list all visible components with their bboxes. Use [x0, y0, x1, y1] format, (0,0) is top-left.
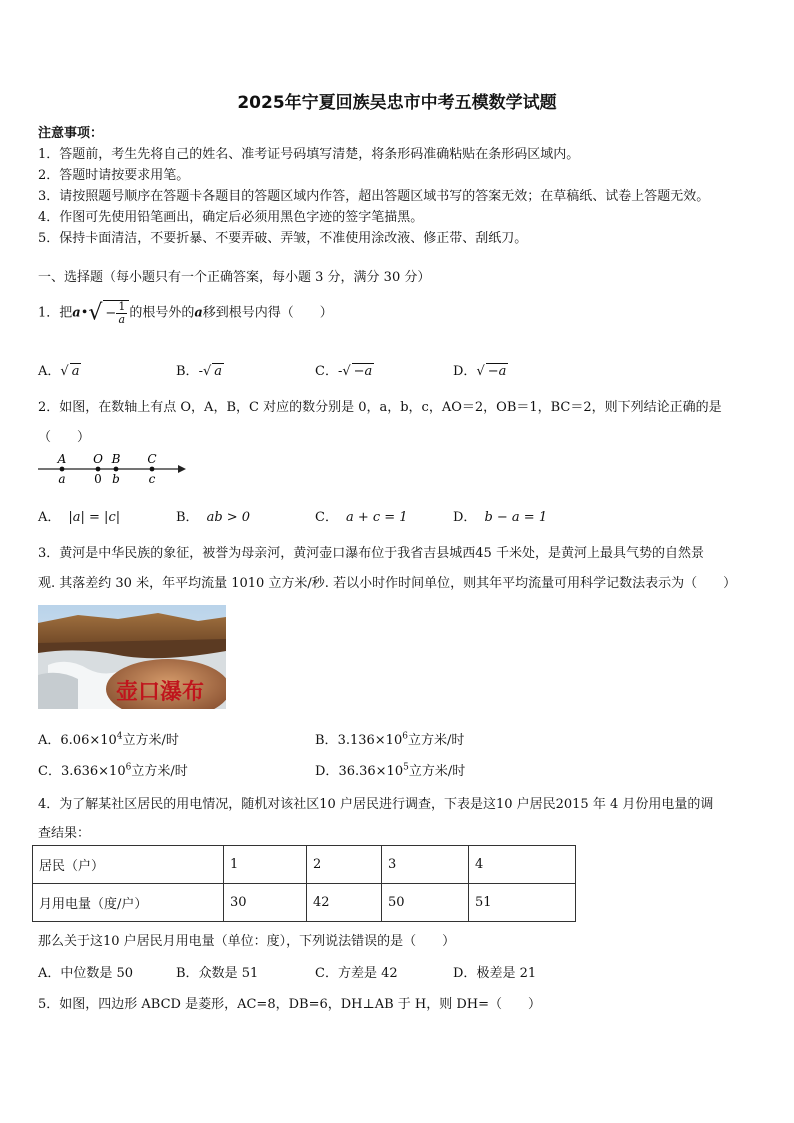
option-unit: 立方米/时 [131, 764, 188, 779]
option-exponent: 4 [116, 731, 123, 742]
table-cell: 51 [469, 884, 576, 922]
option-radicand: a [214, 364, 223, 379]
option-unit: 立方米/时 [122, 733, 179, 748]
table-cell: 月用电量（度/户） [33, 884, 224, 922]
option-label: A． [38, 364, 61, 379]
option-exponent: 6 [125, 762, 132, 773]
option-text: |a| = |c| [68, 510, 121, 525]
axis-point-name: C [147, 452, 157, 466]
table-row [33, 846, 576, 884]
q1-mid: 的根号外的 [129, 305, 195, 321]
question-4-prompt: 那么关于这10 户居民月用电量（单位：度），下列说法错误的是（ ） [38, 934, 456, 949]
question-3-line2: 观. 其落差约 30 米，年平均流量 1010 立方米/秒. 若以小时作时间单位，则其年平均流量可用科学记数法表示为（ ） [38, 576, 737, 591]
question-2-line2: （ ） [38, 430, 91, 445]
arrow-icon [178, 465, 186, 473]
option-mantissa: 36.36×10 [338, 764, 404, 779]
option-exponent: 6 [402, 731, 408, 742]
option-radicand: −a [353, 364, 373, 379]
q3-option-c[interactable] [38, 760, 188, 779]
q2-option-a[interactable] [38, 506, 120, 525]
option-label: C． [315, 966, 338, 981]
notice-item: 2．答题时请按要求用笔。 [38, 168, 190, 183]
axis-point-name: B [111, 452, 121, 466]
question-5: 5．如图，四边形 ABCD 是菱形，AC=8，DB=6，DH⊥AB 于 H，则 DH=（ ） [38, 997, 542, 1012]
option-label: D． [453, 510, 477, 525]
option-prefix: - [198, 364, 203, 379]
q1-option-b[interactable] [176, 360, 224, 379]
radical-sign-icon: √ [88, 300, 103, 326]
notice-item: 5．保持卡面清洁，不要折暴、不要弄破、弄皱，不准使用涂改液、修正带、刮纸刀。 [38, 231, 528, 246]
option-mantissa: 3.136×10 [337, 733, 403, 748]
question-1 [38, 300, 333, 326]
radical-sign-icon: √ [202, 364, 212, 379]
option-text: a + c = 1 [345, 510, 408, 525]
table-cell: 3 [382, 846, 469, 884]
q4-option-c[interactable] [315, 962, 398, 981]
table-cell: 50 [382, 884, 469, 922]
option-exponent: 5 [403, 762, 409, 773]
q1-fraction [116, 301, 127, 326]
axis-point-dot [96, 467, 101, 472]
q1-option-d[interactable] [453, 360, 508, 379]
option-label: C． [315, 364, 338, 379]
option-text: 方差是 42 [337, 966, 398, 981]
q3-option-b[interactable] [315, 729, 464, 748]
option-label: D． [453, 966, 477, 981]
option-label: B． [176, 364, 199, 379]
axis-point-value: 0 [94, 472, 102, 486]
axis-point-dot [60, 467, 65, 472]
option-label: A． [38, 510, 61, 525]
q1-radicand [103, 300, 129, 326]
q4-option-d[interactable] [453, 962, 536, 981]
q2-option-b[interactable] [176, 506, 250, 525]
table-cell: 42 [307, 884, 382, 922]
axis-point-dot [150, 467, 155, 472]
option-text: 极差是 21 [476, 966, 537, 981]
axis-point-value: b [112, 472, 120, 486]
table-cell: 1 [224, 846, 307, 884]
option-label: B． [176, 510, 199, 525]
radical-sign-icon: √ [342, 364, 351, 379]
option-radicand: −a [487, 364, 507, 379]
hukou-waterfall-photo [38, 605, 226, 709]
option-label: C． [38, 764, 61, 779]
notice-item: 4．作图可先使用铅笔画出，确定后必须用黑色字迹的签字笔描黑。 [38, 210, 424, 225]
table-cell: 4 [469, 846, 576, 884]
question-2-line1: 2．如图，在数轴上有点 O，A，B，C 对应的数分别是 0，a，b，c，AO＝2，OB＝1，BC＝2，则下列结论正确的是 [38, 400, 722, 415]
option-label: A． [38, 966, 61, 981]
axis-point-value: a [58, 472, 66, 486]
option-mantissa: 3.636×10 [60, 764, 126, 779]
option-mantissa: 6.06×10 [60, 733, 117, 748]
q4-option-a[interactable] [38, 962, 133, 981]
option-label: C． [315, 510, 338, 525]
option-label: D． [315, 764, 339, 779]
q1-option-a[interactable] [38, 360, 81, 379]
q2-option-c[interactable] [315, 506, 408, 525]
table-row [33, 884, 576, 922]
photo-caption: 壶口瀑布 [115, 679, 205, 705]
question-4-line1: 4．为了解某社区居民的用电情况，随机对该社区10 户居民进行调查，下表是这10 户居民2015 年 4 月份用电量的调 [38, 797, 714, 812]
q3-option-d[interactable] [315, 760, 465, 779]
q1-numerator: 1 [118, 300, 126, 313]
option-text: b − a = 1 [484, 510, 548, 525]
number-line-diagram [36, 452, 188, 486]
q1-minus: − [105, 306, 117, 321]
q3-option-a[interactable] [38, 729, 179, 748]
axis-point-name: O [93, 452, 103, 466]
option-text: 中位数是 50 [60, 966, 134, 981]
notice-item: 3．请按照题号顺序在答题卡各题目的答题区域内作答，超出答题区域书写的答案无效；在草稿纸、试卷上答题无效。 [38, 189, 710, 204]
notice-heading: 注意事项： [38, 126, 104, 141]
q1-dot: • [80, 305, 89, 321]
notice-item: 1．答题前，考生先将自己的姓名、准考证号码填写清楚，将条形码准确粘贴在条形码区域内。 [38, 147, 580, 162]
option-text: ab > 0 [206, 510, 251, 525]
table-cell: 2 [307, 846, 382, 884]
option-label: A． [38, 733, 61, 748]
option-unit: 立方米/时 [408, 764, 466, 779]
q1-option-c[interactable] [315, 360, 374, 379]
table-cell: 居民（户） [33, 846, 224, 884]
q1-prefix: 1．把 [38, 305, 73, 321]
question-3-line1: 3．黄河是中华民族的象征，被誉为母亲河，黄河壶口瀑布位于我省吉县城西45 千米处，是黄河上最具气势的自然景 [38, 546, 704, 561]
option-label: B． [315, 733, 338, 748]
section-heading: 一、选择题（每小题只有一个正确答案，每小题 3 分，满分 30 分） [38, 270, 431, 285]
q1-suffix: 移到根号内得（ ） [202, 305, 333, 321]
option-unit: 立方米/时 [407, 733, 465, 748]
q1-var-a2: a [194, 305, 203, 321]
axis-point-name: A [57, 452, 67, 466]
q4-option-b[interactable] [176, 962, 258, 981]
axis-point-dot [114, 467, 119, 472]
option-prefix: - [337, 364, 343, 379]
radical-sign-icon: √ [60, 364, 69, 379]
question-4-line2: 查结果： [38, 826, 91, 841]
electricity-table [32, 845, 576, 922]
q1-denominator: a [118, 313, 126, 326]
table-cell: 30 [224, 884, 307, 922]
option-radicand: a [71, 364, 80, 379]
axis-point-value: c [148, 472, 156, 486]
q1-var-a: a [72, 305, 81, 321]
page-title: 2025年宁夏回族吴忠市中考五模数学试题 [237, 93, 557, 113]
option-label: B． [176, 966, 199, 981]
option-label: D． [453, 364, 477, 379]
radical-sign-icon: √ [476, 364, 485, 379]
q2-option-d[interactable] [453, 506, 547, 525]
option-text: 众数是 51 [198, 966, 259, 981]
